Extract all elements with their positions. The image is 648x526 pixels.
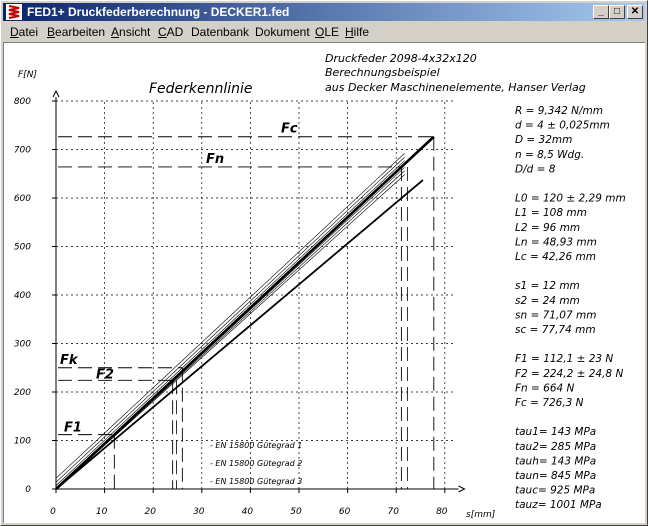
menu-dokument[interactable]: Dokument [255, 25, 310, 39]
y-tick-label: 100 [13, 436, 31, 447]
legend-grade-1: - EN 15800 Gütegrad 1 [210, 441, 303, 450]
x-tick-label: 30 [193, 507, 205, 517]
menu-datei[interactable]: Datei [10, 25, 39, 39]
tolerance-band-line [56, 161, 405, 486]
menu-hilfe[interactable]: Hilfe [345, 25, 370, 39]
result-value: sn = 71,07 mm [515, 309, 597, 322]
result-value: tauc= 925 MPa [515, 484, 596, 497]
x-axis-arrow-icon [459, 486, 465, 492]
reference-line-label: F2 [96, 367, 114, 383]
y-axis-label: F[N] [18, 70, 37, 80]
y-tick-label: 200 [13, 388, 31, 398]
window-title: FED1+ Druckfederberechnung - DECKER1.fed [27, 5, 290, 19]
result-value: F2 = 224,2 ± 24,8 N [515, 367, 624, 380]
header-line-3: aus Decker Maschinenelemente, Hanser Verlag [325, 81, 586, 94]
tolerance-band-line [56, 157, 405, 482]
legend-grade-3: - EN 15800 Gütegrad 3 [210, 477, 303, 486]
result-value: sc = 77,74 mm [515, 324, 596, 336]
x-tick-label: 80 [436, 507, 448, 517]
result-value: L1 = 108 mm [515, 207, 587, 220]
menu-datenbank[interactable]: Datenbank [191, 25, 250, 39]
result-value: D/d = 8 [515, 163, 556, 176]
reference-line-label: Fn [206, 151, 225, 167]
result-value: n = 8,5 Wdg. [515, 148, 585, 161]
result-value: Fn = 664 N [515, 382, 575, 395]
document-area [3, 42, 645, 523]
x-tick-label: 70 [387, 507, 399, 517]
x-tick-label: 20 [144, 507, 156, 517]
menu-ansicht[interactable]: Ansicht [111, 25, 151, 39]
menu-cad[interactable]: CAD [158, 25, 184, 39]
y-tick-label: 300 [13, 339, 31, 350]
close-button[interactable] [627, 5, 643, 19]
close-icon: ✕ [630, 6, 640, 17]
result-value: tauh= 143 MPa [515, 455, 597, 468]
y-tick-label: 500 [13, 242, 31, 253]
chart-title: Federkennlinie [149, 81, 253, 97]
reference-line-label: Fk [60, 352, 78, 368]
reference-line-label: Fc [281, 121, 298, 137]
header-line-2: Berechnungsbeispiel [325, 66, 440, 79]
chart-axes [14, 91, 465, 517]
menu-bar [3, 23, 645, 41]
reference-line-label: F1 [64, 420, 82, 436]
minimize-button[interactable] [593, 5, 609, 19]
result-value: D = 32mm [515, 134, 573, 147]
maximize-button[interactable] [609, 5, 625, 19]
result-value: R = 9,342 N/mm [515, 105, 604, 117]
header-line-1: Druckfeder 2098-4x32x120 [325, 52, 477, 65]
result-value: L2 = 96 mm [515, 221, 581, 234]
result-value: tauz= 1001 MPa [515, 499, 602, 512]
y-tick-label: 700 [13, 145, 31, 156]
chart-grid [56, 101, 455, 489]
y-tick-label: 600 [13, 194, 31, 204]
x-axis-label: s[mm] [466, 510, 496, 520]
x-tick-label: 0 [50, 507, 56, 517]
results-panel [515, 105, 626, 511]
result-value: d = 4 ± 0,025mm [515, 119, 610, 132]
result-value: L0 = 120 ± 2,29 mm [515, 192, 626, 205]
result-value: Lc = 42,26 mm [515, 251, 596, 263]
menu-bearbeiten[interactable]: Bearbeiten [47, 25, 106, 39]
series-line-characteristic [56, 137, 434, 489]
chart-series [56, 137, 434, 489]
result-value: tau2= 285 MPa [515, 440, 597, 453]
legend-grade-2: - EN 15800 Gütegrad 2 [210, 459, 303, 468]
result-value: F1 = 112,1 ± 23 N [515, 353, 614, 366]
result-value: Ln = 48,93 mm [515, 236, 597, 249]
result-value: Fc = 726,3 N [515, 397, 584, 409]
minimize-icon: _ [598, 6, 604, 17]
menu-ole[interactable]: OLE [315, 25, 340, 39]
title-bar[interactable] [3, 3, 645, 21]
x-tick-label: 60 [338, 507, 351, 517]
result-value: taun= 845 MPa [515, 470, 597, 482]
x-tick-label: 40 [241, 507, 254, 517]
y-tick-label: 0 [25, 485, 31, 495]
result-value: tau1= 143 MPa [515, 426, 597, 439]
y-axis-arrow-icon [53, 91, 59, 97]
spring-characteristic-chart [4, 43, 644, 522]
x-tick-label: 10 [95, 507, 108, 517]
y-tick-label: 400 [13, 291, 31, 301]
result-value: s2 = 24 mm [515, 294, 580, 307]
result-value: s1 = 12 mm [515, 280, 580, 293]
tolerance-band-line [56, 153, 405, 478]
y-tick-label: 800 [13, 97, 31, 107]
spring-app-icon [6, 4, 22, 20]
maximize-icon: □ [613, 6, 621, 17]
x-tick-label: 50 [290, 507, 302, 517]
